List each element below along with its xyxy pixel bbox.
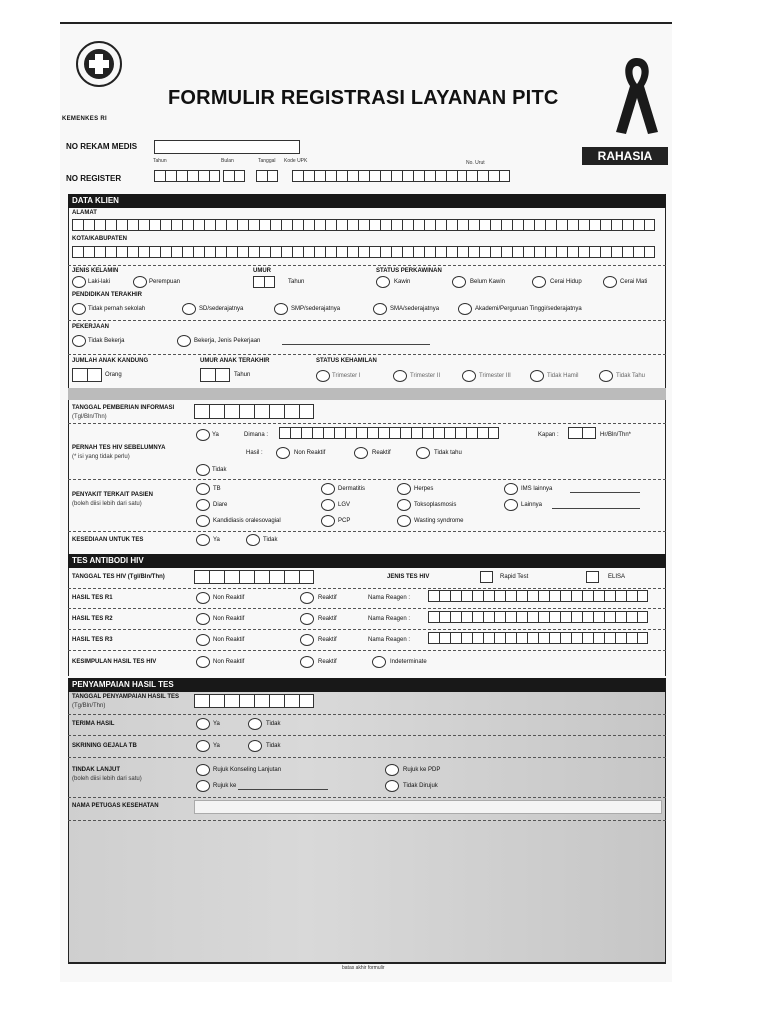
tanggal-label: Tanggal — [258, 158, 276, 164]
terima-tidak-label: Tidak — [266, 721, 281, 727]
pendidikan-radio-2[interactable] — [274, 303, 288, 315]
kehamilan-option: Trimester III — [479, 373, 511, 379]
aids-ribbon-icon — [612, 54, 662, 136]
skrining-tidak-label: Tidak — [266, 743, 281, 749]
laki-laki-label: Laki-laki — [88, 279, 111, 285]
logo-caption: KEMENKES RI — [62, 116, 107, 122]
r1-reaktif-label: Reaktif — [318, 595, 337, 601]
jenis-pekerjaan-line[interactable] — [282, 344, 430, 345]
penyakit-dermatitis-checkbox[interactable] — [321, 483, 335, 495]
hasil-nonreaktif-radio[interactable] — [276, 447, 290, 459]
hasil-r3-label: HASIL TES R3 — [72, 637, 113, 643]
divider — [68, 797, 666, 798]
penyakit-toksoplasmosis-checkbox[interactable] — [397, 499, 411, 511]
alamat-label: ALAMAT — [72, 210, 97, 216]
pernah-tes-ya-label: Ya — [212, 432, 219, 438]
penyakit-option: Wasting syndrome — [414, 518, 464, 524]
kesimpulan-label: KESIMPULAN HASIL TES HIV — [72, 659, 157, 665]
pendidikan-radio-0[interactable] — [72, 303, 86, 315]
terima-ya-label: Ya — [213, 721, 220, 727]
terima-tidak-radio[interactable] — [248, 718, 262, 730]
lainnya-line[interactable] — [552, 508, 640, 509]
rujuk-pdp-checkbox[interactable] — [385, 764, 399, 776]
laki-laki-radio[interactable] — [72, 276, 86, 288]
pernah-tes-tidak-radio[interactable] — [196, 464, 210, 476]
rapid-test-label: Rapid Test — [500, 574, 529, 580]
divider — [68, 650, 666, 651]
rujuk-ke-line[interactable] — [238, 789, 328, 790]
kapan-label: Kapan : — [538, 432, 559, 438]
divider — [68, 265, 666, 266]
kesediaan-ya-radio[interactable] — [196, 534, 210, 546]
kemenkes-logo — [74, 38, 124, 98]
penyakit-lgv-checkbox[interactable] — [321, 499, 335, 511]
r3-nama-reagen-label: Nama Reagen : — [368, 637, 411, 643]
umur-anak-grid[interactable] — [200, 368, 230, 382]
kehamilan-option: Trimester I — [332, 373, 361, 379]
rujuk-konseling-label: Rujuk Konseling Lanjutan — [213, 767, 282, 773]
register-year-grid[interactable] — [154, 170, 220, 182]
hasil-r2-label: HASIL TES R2 — [72, 616, 113, 622]
section-penyampaian: PENYAMPAIAN HASIL TES — [68, 678, 666, 692]
register-urut-grid[interactable] — [466, 170, 510, 182]
jenis-tes-label: JENIS TES HIV — [387, 574, 430, 580]
orang-label: Orang — [105, 372, 122, 378]
r3-reaktif-radio[interactable] — [300, 634, 314, 646]
r2-reagen-grid[interactable] — [428, 611, 648, 623]
pernah-tes-note: (* isi yang tidak perlu) — [72, 454, 130, 460]
hasil-r1-label: HASIL TES R1 — [72, 595, 113, 601]
kehamilan-option: Trimester II — [410, 373, 441, 379]
rapid-test-checkbox[interactable] — [480, 571, 493, 583]
pendidikan-radio-1[interactable] — [182, 303, 196, 315]
nama-petugas-label: NAMA PETUGAS KESEHATAN — [72, 803, 159, 809]
cerai-hidup-label: Cerai Hidup — [550, 279, 582, 285]
penyakit-option: Dermatitis — [338, 486, 366, 492]
kehamilan-option: Tidak Hamil — [547, 373, 579, 379]
skrining-ya-label: Ya — [213, 743, 220, 749]
penyakit-diare-checkbox[interactable] — [196, 499, 210, 511]
elisa-checkbox[interactable] — [586, 571, 599, 583]
r2-nama-reagen-label: Nama Reagen : — [368, 616, 411, 622]
kapan-format: Hr/Bln/Thn* — [600, 432, 632, 438]
grey-band — [68, 388, 666, 400]
r3-reaktif-label: Reaktif — [318, 637, 337, 643]
kesimpulan-indeterminate-radio[interactable] — [372, 656, 386, 668]
r2-nonreaktif-radio[interactable] — [196, 613, 210, 625]
hasil-reaktif-label: Reaktif — [372, 450, 391, 456]
no-rekam-medis-label: NO REKAM MEDIS — [66, 142, 138, 151]
tgl-info-grid[interactable] — [194, 404, 314, 419]
perempuan-radio[interactable] — [133, 276, 147, 288]
divider — [68, 757, 666, 758]
pendidikan-option: Tidak pernah sekolah — [88, 306, 146, 312]
kesediaan-label: KESEDIAAN UNTUK TES — [72, 537, 144, 543]
r1-nonreaktif-label: Non Reaktif — [213, 595, 245, 601]
penyakit-wasting-checkbox[interactable] — [397, 515, 411, 527]
no-rekam-medis-field[interactable] — [154, 140, 300, 154]
trimester-3-radio[interactable] — [462, 370, 476, 382]
pendidikan-option: SD/sederajatnya — [199, 306, 244, 312]
pendidikan-option: Akademi/Perguruan Tinggi/sederajatnya — [475, 306, 582, 312]
divider — [68, 320, 666, 321]
penyakit-note: (boleh diisi lebih dari satu) — [72, 501, 142, 507]
divider — [68, 588, 666, 589]
register-month-grid[interactable] — [223, 170, 245, 182]
hasil-tidak-tahu-label: Tidak tahu — [434, 450, 462, 456]
tidak-hamil-radio[interactable] — [530, 370, 544, 382]
divider — [68, 735, 666, 736]
kesediaan-tidak-label: Tidak — [263, 537, 278, 543]
terima-hasil-label: TERIMA HASIL — [72, 721, 115, 727]
tidak-bekerja-radio[interactable] — [72, 335, 86, 347]
rujuk-konseling-checkbox[interactable] — [196, 764, 210, 776]
pernah-tes-label: PERNAH TES HIV SEBELUMNYA — [72, 445, 166, 451]
status-perkawinan-label: STATUS PERKAWINAN — [376, 268, 442, 274]
kesimpulan-nonreaktif-label: Non Reaktif — [213, 659, 245, 665]
r1-reaktif-radio[interactable] — [300, 592, 314, 604]
pernah-tes-ya-radio[interactable] — [196, 429, 210, 441]
hasil-nonreaktif-label: Non Reaktif — [294, 450, 326, 456]
kesimpulan-indeterminate-label: Indeterminate — [390, 659, 427, 665]
pendidikan-option: SMP/sederajatnya — [291, 306, 341, 312]
tanggal-tes-grid[interactable] — [194, 570, 314, 584]
r1-nonreaktif-radio[interactable] — [196, 592, 210, 604]
umur-label: UMUR — [253, 268, 271, 274]
kota-grid[interactable] — [72, 246, 655, 258]
skrining-tidak-radio[interactable] — [248, 740, 262, 752]
kesimpulan-nonreaktif-radio[interactable] — [196, 656, 210, 668]
pendidikan-option: SMA/sederajatnya — [390, 306, 440, 312]
kesediaan-ya-label: Ya — [213, 537, 220, 543]
r3-nonreaktif-radio[interactable] — [196, 634, 210, 646]
penyakit-option: TB — [213, 486, 221, 492]
tgl-info-format: (Tgl/Bln/Thn) — [72, 414, 107, 420]
tindak-lanjut-label: TINDAK LANJUT — [72, 767, 120, 773]
bekerja-radio[interactable] — [177, 335, 191, 347]
status-kehamilan-label: STATUS KEHAMILAN — [316, 358, 377, 364]
skrining-label: SKRINING GEJALA TB — [72, 743, 137, 749]
pendidikan-label: PENDIDIKAN TERAKHIR — [72, 292, 143, 298]
alamat-grid[interactable] — [72, 219, 655, 231]
bottom-border — [68, 962, 666, 964]
divider — [68, 820, 666, 821]
trimester-2-radio[interactable] — [393, 370, 407, 382]
tgl-penyampaian-format: (Tg/Bln/Thn) — [72, 703, 106, 709]
ims-lainnya-line[interactable] — [570, 492, 640, 493]
divider — [68, 714, 666, 715]
dimana-label: Dimana : — [244, 432, 269, 438]
rujuk-ke-label: Rujuk ke — [213, 783, 237, 789]
umur-anak-tahun-label: Tahun — [234, 372, 251, 378]
tidak-bekerja-label: Tidak Bekerja — [88, 338, 125, 344]
r2-reaktif-radio[interactable] — [300, 613, 314, 625]
form-title: FORMULIR REGISTRASI LAYANAN PITC — [168, 87, 559, 109]
tgl-info-label: TANGGAL PEMBERIAN INFORMASI — [72, 405, 175, 411]
kode-upk-label: Kode UPK — [284, 158, 308, 164]
penyakit-kandidiasis-checkbox[interactable] — [196, 515, 210, 527]
section-data-klien: DATA KLIEN — [68, 194, 666, 208]
section-tes-antibodi: TES ANTIBODI HIV — [68, 554, 666, 568]
divider — [68, 354, 666, 355]
register-date-grid[interactable] — [256, 170, 278, 182]
penyakit-option: Toksoplasmosis — [414, 502, 457, 508]
dimana-grid[interactable] — [279, 427, 499, 439]
kapan-grid[interactable] — [568, 427, 596, 439]
kesediaan-tidak-radio[interactable] — [246, 534, 260, 546]
no-register-label: NO REGISTER — [66, 174, 122, 183]
pernah-tes-tidak-label: Tidak — [212, 467, 227, 473]
cerai-mati-radio[interactable] — [603, 276, 617, 288]
penyampaian-frame — [68, 692, 666, 962]
rujuk-ke-checkbox[interactable] — [196, 780, 210, 792]
jumlah-anak-label: JUMLAH ANAK KANDUNG — [72, 358, 149, 364]
form-page — [60, 22, 672, 982]
penyakit-option: LGV — [338, 502, 351, 508]
penyakit-label: PENYAKIT TERKAIT PASIEN — [72, 492, 154, 498]
penyakit-lainnya-checkbox[interactable] — [504, 499, 518, 511]
divider — [68, 479, 666, 480]
penyakit-option: PCP — [338, 518, 351, 524]
terima-ya-radio[interactable] — [196, 718, 210, 730]
penyakit-option: Lainnya — [521, 502, 543, 508]
tgl-penyampaian-label: TANGGAL PENYAMPAIAN HASIL TES — [72, 694, 180, 700]
hasil-reaktif-radio[interactable] — [354, 447, 368, 459]
kehamilan-option: Tidak Tahu — [616, 373, 646, 379]
tanggal-tes-label: TANGGAL TES HIV (Tgl/Bln/Thn) — [72, 574, 165, 580]
penyakit-ims-checkbox[interactable] — [504, 483, 518, 495]
umur-grid[interactable] — [253, 276, 275, 288]
nama-petugas-field[interactable] — [194, 800, 662, 814]
tidak-tahu-hamil-radio[interactable] — [599, 370, 613, 382]
kawin-radio[interactable] — [376, 276, 390, 288]
penyakit-herpes-checkbox[interactable] — [397, 483, 411, 495]
trimester-1-radio[interactable] — [316, 370, 330, 382]
cerai-hidup-radio[interactable] — [532, 276, 546, 288]
cerai-mati-label: Cerai Mati — [620, 279, 648, 285]
belum-kawin-radio[interactable] — [452, 276, 466, 288]
divider — [68, 608, 666, 609]
r2-reaktif-label: Reaktif — [318, 616, 337, 622]
kesimpulan-reaktif-radio[interactable] — [300, 656, 314, 668]
perempuan-label: Perempuan — [149, 279, 181, 285]
jumlah-anak-grid[interactable] — [72, 368, 102, 382]
r2-nonreaktif-label: Non Reaktif — [213, 616, 245, 622]
register-upk-grid[interactable] — [292, 170, 468, 182]
penyakit-tb-checkbox[interactable] — [196, 483, 210, 495]
divider — [68, 629, 666, 630]
umur-anak-label: UMUR ANAK TERAKHIR — [200, 358, 270, 364]
tidak-dirujuk-label: Tidak Dirujuk — [403, 783, 438, 789]
hasil-tidak-tahu-radio[interactable] — [416, 447, 430, 459]
r3-nonreaktif-label: Non Reaktif — [213, 637, 245, 643]
confidential-badge: RAHASIA — [582, 147, 668, 165]
tgl-penyampaian-grid[interactable] — [194, 694, 314, 708]
bulan-label: Bulan — [221, 158, 234, 164]
penyakit-pcp-checkbox[interactable] — [321, 515, 335, 527]
hasil-label: Hasil : — [246, 450, 263, 456]
skrining-ya-radio[interactable] — [196, 740, 210, 752]
jenis-kelamin-label: JENIS KELAMIN — [72, 268, 119, 274]
tahun-label: Tahun — [153, 158, 167, 164]
kesimpulan-reaktif-label: Reaktif — [318, 659, 337, 665]
footer-text: batas akhir formulir — [342, 965, 385, 971]
divider — [68, 423, 666, 424]
tidak-dirujuk-checkbox[interactable] — [385, 780, 399, 792]
tindak-lanjut-note: (boleh diisi lebih dari satu) — [72, 776, 142, 782]
penyakit-option: Diare — [213, 502, 228, 508]
r1-reagen-grid[interactable] — [428, 590, 648, 602]
r3-reagen-grid[interactable] — [428, 632, 648, 644]
pendidikan-radio-3[interactable] — [373, 303, 387, 315]
divider — [68, 531, 666, 532]
penyakit-option: Kandidiasis oralesovagial — [213, 518, 281, 524]
elisa-label: ELISA — [608, 574, 626, 580]
bekerja-label: Bekerja, Jenis Pekerjaan — [194, 338, 261, 344]
pekerjaan-label: PEKERJAAN — [72, 324, 110, 330]
penyakit-option: Herpes — [414, 486, 434, 492]
kawin-label: Kawin — [394, 279, 411, 285]
penyakit-option: IMS lainnya — [521, 486, 553, 492]
belum-kawin-label: Belum Kawin — [470, 279, 506, 285]
rujuk-pdp-label: Rujuk ke PDP — [403, 767, 441, 773]
kota-label: KOTA/KABUPATEN — [72, 236, 127, 242]
r1-nama-reagen-label: Nama Reagen : — [368, 595, 411, 601]
no-urut-label: No. Urut — [466, 160, 485, 166]
umur-tahun-label: Tahun — [288, 279, 305, 285]
pendidikan-radio-4[interactable] — [458, 303, 472, 315]
